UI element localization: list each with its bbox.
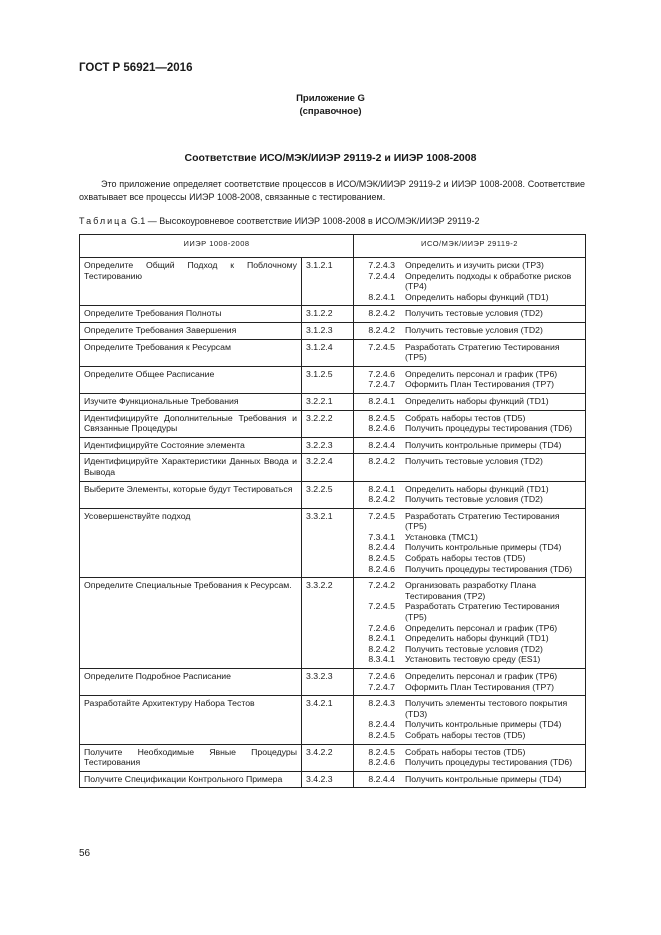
iso-mapping [358, 494, 581, 505]
iso-mapping-cell [354, 306, 586, 323]
iso-activity: Получить контрольные примеры (TD4) [405, 439, 562, 450]
table-row [80, 578, 586, 669]
process-code: 3.3.2.2 [302, 578, 354, 669]
iso-mapping [358, 271, 581, 292]
iso-activity: Разработать Стратегию Тестирования (TP5) [405, 510, 560, 532]
iso-mapping [358, 308, 581, 319]
iso-mapping-cell [354, 366, 586, 393]
iso-activity: Разработать Стратегию Тестирования (TP5) [405, 341, 560, 363]
iso-clause-number: 7.2.4.5 [368, 510, 395, 521]
iso-clause-number: 8.2.4.1 [368, 633, 395, 644]
process-name: Определите Специальные Требования к Ресурсам. [80, 578, 302, 669]
iso-activity: Получить контрольные примеры (TD4) [405, 542, 562, 553]
page-number: 56 [79, 848, 91, 859]
iso-mapping [358, 623, 581, 634]
process-code: 3.4.2.1 [302, 696, 354, 744]
table-row [80, 696, 586, 744]
iso-clause-number: 8.2.4.1 [368, 291, 395, 302]
iso-activity: Определить подходы к обработке рисков (TP4) [405, 270, 572, 292]
iso-activity: Получить тестовые условия (TD2) [405, 494, 543, 505]
iso-mapping [358, 423, 581, 434]
section-title: Соответствие ИСО/МЭК/ИИЭР 29119-2 и ИИЭР 1008-2008 [184, 152, 477, 164]
table-row [80, 339, 586, 366]
iso-clause-number: 7.2.4.6 [368, 368, 395, 379]
iso-activity: Организовать разработку Плана Тестирования (TP2) [405, 580, 537, 601]
iso-clause-number: 7.3.4.1 [368, 531, 395, 542]
iso-clause-number: 8.2.4.2 [368, 324, 395, 335]
iso-activity: Установить тестовую среду (ES1) [405, 654, 541, 665]
iso-activity: Определить и изучить риски (TP3) [405, 260, 544, 270]
iso-activity: Определить наборы функций (TD1) [405, 291, 549, 302]
iso-clause-number: 8.2.4.2 [368, 643, 395, 654]
iso-activity: Оформить План Тестирования (TP7) [405, 379, 554, 390]
iso-activity: Получить тестовые условия (TD2) [405, 643, 543, 654]
iso-clause-number: 7.2.4.5 [368, 601, 395, 612]
document-code: ГОСТ Р 56921—2016 [79, 62, 193, 74]
process-name: Получите Спецификации Контрольного Примера [80, 771, 302, 788]
table-row [80, 454, 586, 481]
iso-mapping [358, 440, 581, 451]
iso-clause-number: 8.3.4.1 [368, 654, 395, 665]
table-row [80, 437, 586, 454]
iso-activity: Собрать наборы тестов (TD5) [405, 412, 526, 423]
iso-mapping [358, 682, 581, 693]
process-code: 3.2.2.5 [302, 481, 354, 508]
iso-clause-number: 7.2.4.7 [368, 379, 395, 390]
iso-activity: Собрать наборы тестов (TD5) [405, 746, 526, 757]
iso-activity: Получить контрольные примеры (TD4) [405, 719, 562, 730]
iso-clause-number: 8.2.4.6 [368, 563, 395, 574]
process-name: Идентифицируйте Состояние элемента [80, 437, 302, 454]
iso-activity: Получить тестовые условия (TD2) [405, 308, 543, 319]
process-code: 3.1.2.5 [302, 366, 354, 393]
iso-clause-number: 7.2.4.6 [368, 671, 395, 681]
iso-mapping-cell [354, 454, 586, 481]
iso-mapping-cell [354, 744, 586, 771]
iso-mapping-cell [354, 696, 586, 744]
iso-mapping-cell [354, 393, 586, 410]
iso-clause-number: 8.2.4.5 [368, 746, 395, 757]
table-row [80, 771, 586, 788]
iso-activity: Установка (TMC1) [405, 531, 478, 542]
iso-clause-number: 8.2.4.6 [368, 757, 395, 768]
table-header-row [80, 235, 586, 258]
iso-mapping-cell [354, 258, 586, 306]
iso-clause-number: 8.2.4.1 [368, 395, 395, 406]
table-row [80, 306, 586, 323]
table-row [80, 744, 586, 771]
annex-title: Приложение G [296, 93, 365, 104]
iso-activity: Определить персонал и график (TP6) [405, 622, 558, 633]
iso-clause-number: 8.2.4.4 [368, 773, 395, 784]
iso-activity: Определить персонал и график (TP6) [405, 368, 558, 379]
iso-mapping-cell [354, 508, 586, 578]
iso-mapping [358, 260, 581, 271]
intro-paragraph [79, 178, 585, 203]
iso-clause-number: 7.2.4.3 [368, 260, 395, 270]
correspondence-table [79, 234, 586, 788]
iso-mapping [358, 757, 581, 768]
iso-activity: Получить тестовые условия (TD2) [405, 324, 543, 335]
process-name: Определите Требования к Ресурсам [80, 339, 302, 366]
iso-mapping [358, 730, 581, 741]
table-caption [79, 216, 480, 226]
table-row [80, 669, 586, 696]
iso-activity: Получить процедуры тестирования (TD6) [405, 757, 573, 768]
header-ieee-1008: ИИЭР 1008-2008 [80, 235, 354, 258]
iso-clause-number: 8.2.4.6 [368, 423, 395, 434]
process-name: Разработайте Архитектуру Набора Тестов [80, 696, 302, 744]
table-row [80, 481, 586, 508]
table-row [80, 410, 586, 437]
process-code: 3.1.2.4 [302, 339, 354, 366]
iso-clause-number: 8.2.4.5 [368, 729, 395, 740]
iso-mapping [358, 396, 581, 407]
iso-mapping-cell [354, 437, 586, 454]
iso-activity: Получить процедуры тестирования (TD6) [405, 563, 573, 574]
process-code: 3.4.2.3 [302, 771, 354, 788]
process-name: Определите Общий Подход к Поблочному Тестированию [80, 258, 302, 306]
process-name: Определите Общее Расписание [80, 366, 302, 393]
iso-clause-number: 8.2.4.5 [368, 412, 395, 423]
table-body [80, 258, 586, 788]
iso-mapping-cell [354, 322, 586, 339]
table-row [80, 258, 586, 306]
iso-activity: Определить наборы функций (TD1) [405, 633, 549, 644]
iso-mapping [358, 553, 581, 564]
process-code: 3.1.2.2 [302, 306, 354, 323]
iso-clause-number: 7.2.4.5 [368, 341, 395, 352]
iso-clause-number: 8.2.4.3 [368, 698, 395, 709]
table-caption-text: G.1 — Высокоуровневое соответствие ИИЭР 1008-2008 в ИСО/МЭК/ИИЭР 29119-2 [128, 216, 480, 226]
table-row [80, 393, 586, 410]
iso-mapping-cell [354, 578, 586, 669]
process-name: Выберите Элементы, которые будут Тестироваться [80, 481, 302, 508]
process-name: Определите Требования Завершения [80, 322, 302, 339]
iso-activity: Получить тестовые условия (TD2) [405, 456, 543, 467]
iso-mapping [358, 342, 581, 363]
iso-mapping-cell [354, 669, 586, 696]
iso-mapping-cell [354, 410, 586, 437]
process-name: Изучите Функциональные Требования [80, 393, 302, 410]
iso-activity: Определить персонал и график (TP6) [405, 671, 558, 681]
iso-mapping [358, 633, 581, 644]
process-name: Получите Необходимые Явные Процедуры Тестирования [80, 744, 302, 771]
iso-activity: Получить контрольные примеры (TD4) [405, 773, 562, 784]
iso-activity: Получить элементы тестового покрытия (TD3) [405, 698, 568, 719]
process-code: 3.2.2.1 [302, 393, 354, 410]
iso-mapping [358, 644, 581, 655]
iso-clause-number: 8.2.4.1 [368, 483, 395, 494]
iso-mapping [358, 456, 581, 467]
process-name: Идентифицируйте Характеристики Данных Ввода и Вывода [80, 454, 302, 481]
iso-activity: Собрать наборы тестов (TD5) [405, 553, 526, 564]
process-code: 3.3.2.3 [302, 669, 354, 696]
iso-clause-number: 8.2.4.4 [368, 439, 395, 450]
table-row [80, 322, 586, 339]
annex-subtitle: (справочное) [299, 106, 362, 117]
iso-activity: Получить процедуры тестирования (TD6) [405, 423, 573, 434]
process-code: 3.2.2.4 [302, 454, 354, 481]
iso-clause-number: 7.2.4.4 [368, 270, 395, 281]
process-code: 3.1.2.3 [302, 322, 354, 339]
iso-mapping [358, 747, 581, 758]
process-name: Идентифицируйте Дополнительные Требования и Связанные Процедуры [80, 410, 302, 437]
process-name: Определите Подробное Расписание [80, 669, 302, 696]
iso-mapping [358, 369, 581, 380]
iso-clause-number: 8.2.4.4 [368, 542, 395, 553]
table-row [80, 366, 586, 393]
iso-mapping [358, 325, 581, 336]
annex-heading [0, 92, 661, 118]
iso-mapping-cell [354, 771, 586, 788]
iso-mapping [358, 774, 581, 785]
iso-clause-number: 8.2.4.2 [368, 494, 395, 505]
iso-clause-number: 8.2.4.2 [368, 308, 395, 319]
iso-clause-number: 8.2.4.4 [368, 719, 395, 730]
iso-mapping [358, 564, 581, 575]
iso-mapping [358, 580, 581, 601]
process-code: 3.2.2.2 [302, 410, 354, 437]
iso-mapping [358, 484, 581, 495]
iso-mapping [358, 698, 581, 719]
iso-clause-number: 7.2.4.7 [368, 681, 395, 692]
iso-activity: Оформить План Тестирования (TP7) [405, 681, 554, 692]
iso-mapping [358, 379, 581, 390]
iso-mapping [358, 719, 581, 730]
table-caption-label: Таблица [79, 216, 129, 226]
process-name: Усовершенствуйте подход [80, 508, 302, 578]
process-code: 3.1.2.1 [302, 258, 354, 306]
iso-mapping-cell [354, 339, 586, 366]
iso-mapping [358, 413, 581, 424]
iso-mapping [358, 542, 581, 553]
process-code: 3.3.2.1 [302, 508, 354, 578]
iso-clause-number: 8.2.4.5 [368, 553, 395, 564]
process-code: 3.2.2.3 [302, 437, 354, 454]
iso-clause-number: 8.2.4.2 [368, 456, 395, 467]
iso-mapping-cell [354, 481, 586, 508]
iso-mapping [358, 671, 581, 682]
iso-mapping [358, 532, 581, 543]
table-row [80, 508, 586, 578]
iso-activity: Определить наборы функций (TD1) [405, 395, 549, 406]
intro-text: Это приложение определяет соответствие процессов в ИСО/МЭК/ИИЭР 29119-2 и ИИЭР 1008-2008. Соответствие охватывает все процессы ИИЭР 1008-2008, связанные с тестированием. [79, 179, 585, 202]
iso-clause-number: 7.2.4.6 [368, 622, 395, 633]
process-code: 3.4.2.2 [302, 744, 354, 771]
header-iso-29119: ИСО/МЭК/ИИЭР 29119-2 [354, 235, 586, 258]
iso-mapping [358, 601, 581, 622]
iso-activity: Собрать наборы тестов (TD5) [405, 729, 526, 740]
process-name: Определите Требования Полноты [80, 306, 302, 323]
iso-mapping [358, 292, 581, 303]
iso-mapping [358, 511, 581, 532]
iso-activity: Определить наборы функций (TD1) [405, 483, 549, 494]
iso-activity: Разработать Стратегию Тестирования (TP5) [405, 601, 560, 623]
iso-mapping [358, 654, 581, 665]
iso-clause-number: 7.2.4.2 [368, 580, 395, 591]
